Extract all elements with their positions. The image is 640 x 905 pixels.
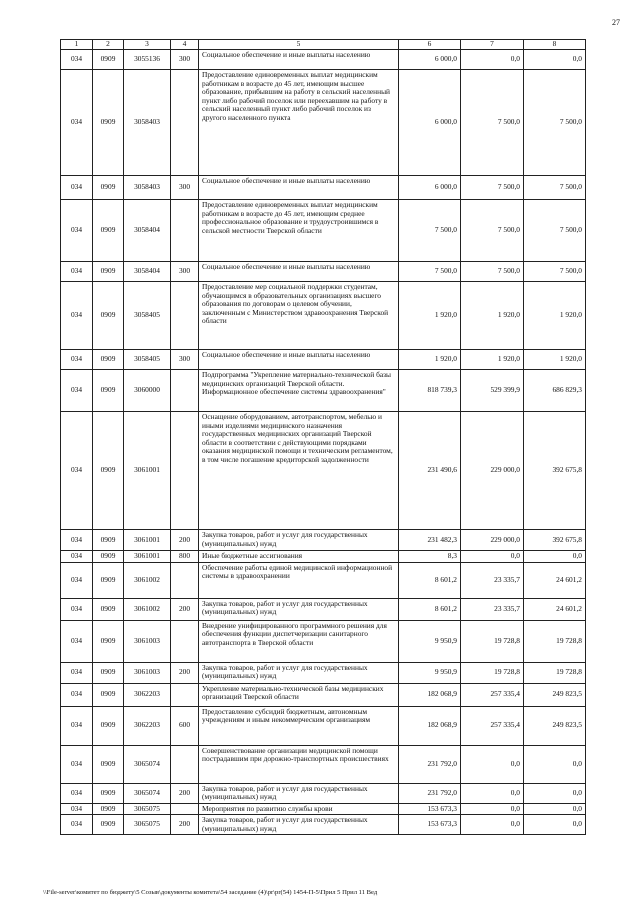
col-description: Предоставление единовременных выплат медицинским работникам в возрасте до 45 лет, имеющим высшее образование, прибывшим на работу в сельский населенный пункт либо рабочий поселок или переехавшим на работу в сельский населенный пункт либо рабочий поселок из другого населенного пункта [199,70,399,176]
column-header: 2 [93,40,124,50]
col-year-1: 231 792,0 [399,783,461,803]
col-year-3: 392 675,8 [524,530,586,551]
col-year-3: 7 500,0 [524,176,586,200]
col-target-article: 3061001 [124,551,171,563]
col-year-2: 0,0 [461,815,524,835]
col-year-3: 1 920,0 [524,282,586,350]
col-expense-type: 200 [171,530,199,551]
col-expense-type [171,745,199,783]
col-year-2: 7 500,0 [461,70,524,176]
col-ministry: 034 [61,262,93,282]
col-target-article: 3061001 [124,530,171,551]
col-description: Укрепление материально-технической базы медицинских организаций Тверской области [199,683,399,706]
col-target-article: 3058405 [124,350,171,370]
col-section: 0909 [93,598,124,620]
col-description: Закупка товаров, работ и услуг для государственных (муниципальных) нужд [199,530,399,551]
col-year-1: 153 673,3 [399,815,461,835]
col-target-article: 3061003 [124,620,171,662]
col-description: Предоставление единовременных выплат медицинским работникам в возрасте до 45 лет, имеющим среднее профессиональное образование и трудоустроившимся в сельской местности Тверской области [199,200,399,262]
col-target-article: 3065075 [124,815,171,835]
col-year-2: 19 728,8 [461,620,524,662]
col-target-article: 3065075 [124,803,171,815]
col-target-article: 3062203 [124,706,171,745]
col-section: 0909 [93,176,124,200]
column-header: 4 [171,40,199,50]
table-row [61,50,586,70]
col-ministry: 034 [61,50,93,70]
col-ministry: 034 [61,683,93,706]
col-year-1: 9 950,9 [399,662,461,683]
col-year-1: 7 500,0 [399,262,461,282]
col-year-1: 6 000,0 [399,50,461,70]
col-section: 0909 [93,551,124,563]
col-expense-type [171,803,199,815]
col-year-3: 0,0 [524,50,586,70]
col-year-1: 1 920,0 [399,350,461,370]
col-description: Внедрение унифицированного программного решения для обеспечения функции диспетчеризации санитарного автотранспорта в Тверской области [199,620,399,662]
col-target-article: 3055136 [124,50,171,70]
col-year-1: 1 920,0 [399,282,461,350]
col-description: Социальное обеспечение и иные выплаты населению [199,262,399,282]
col-section: 0909 [93,783,124,803]
col-expense-type: 200 [171,815,199,835]
col-expense-type [171,562,199,598]
col-year-2: 23 335,7 [461,562,524,598]
col-ministry: 034 [61,176,93,200]
col-section: 0909 [93,706,124,745]
col-year-2: 257 335,4 [461,706,524,745]
col-ministry: 034 [61,412,93,530]
col-year-1: 153 673,3 [399,803,461,815]
col-ministry: 034 [61,598,93,620]
table-row [61,562,586,598]
col-target-article: 3061003 [124,662,171,683]
column-header: 8 [524,40,586,50]
col-year-3: 392 675,8 [524,412,586,530]
col-expense-type: 300 [171,350,199,370]
table-row [61,745,586,783]
col-year-3: 24 601,2 [524,562,586,598]
table-row [61,370,586,412]
col-ministry: 034 [61,282,93,350]
table-row [61,683,586,706]
column-header: 1 [61,40,93,50]
col-description: Социальное обеспечение и иные выплаты населению [199,176,399,200]
col-expense-type: 600 [171,706,199,745]
col-target-article: 3058405 [124,282,171,350]
table-row [61,530,586,551]
table-row [61,282,586,350]
col-year-1: 231 490,6 [399,412,461,530]
col-ministry: 034 [61,350,93,370]
col-year-1: 818 739,3 [399,370,461,412]
column-header: 6 [399,40,461,50]
col-expense-type: 300 [171,176,199,200]
col-year-2: 1 920,0 [461,350,524,370]
col-year-2: 0,0 [461,745,524,783]
col-expense-type: 200 [171,598,199,620]
col-description: Социальное обеспечение и иные выплаты населению [199,350,399,370]
table-row [61,200,586,262]
col-year-3: 249 823,5 [524,683,586,706]
col-year-1: 231 792,0 [399,745,461,783]
page-number: 27 [612,18,620,27]
col-description: Обеспечение работы единой медицинской информационной системы в здравоохранении [199,562,399,598]
col-ministry: 034 [61,562,93,598]
col-description: Оснащение оборудованием, автотранспортом, мебелью и иными изделиями медицинского назначения государственных медицинских организаций Тверской области в соответствии с действующими порядками оказания медицинской помощи и техническим регламентом, в том числе погашение кредиторской задолженности [199,412,399,530]
col-description: Подпрограмма "Укрепление материально-технической базы медицинских организаций Тверской области. Информационное обеспечение системы здравоохранения" [199,370,399,412]
col-year-2: 0,0 [461,551,524,563]
table-row [61,70,586,176]
col-year-3: 249 823,5 [524,706,586,745]
table-row [61,551,586,563]
col-ministry: 034 [61,706,93,745]
col-section: 0909 [93,815,124,835]
col-year-2: 229 000,0 [461,530,524,551]
col-year-1: 9 950,9 [399,620,461,662]
col-section: 0909 [93,662,124,683]
col-target-article: 3062203 [124,683,171,706]
col-year-2: 0,0 [461,803,524,815]
col-year-3: 24 601,2 [524,598,586,620]
col-ministry: 034 [61,815,93,835]
col-year-2: 0,0 [461,783,524,803]
col-description: Социальное обеспечение и иные выплаты населению [199,50,399,70]
col-description: Мероприятия по развитию службы крови [199,803,399,815]
col-year-1: 6 000,0 [399,176,461,200]
col-expense-type: 800 [171,551,199,563]
col-target-article: 3061002 [124,562,171,598]
col-year-1: 7 500,0 [399,200,461,262]
col-ministry: 034 [61,551,93,563]
col-expense-type [171,412,199,530]
col-target-article: 3060000 [124,370,171,412]
col-description: Иные бюджетные ассигнования [199,551,399,563]
col-expense-type: 300 [171,262,199,282]
col-year-2: 229 000,0 [461,412,524,530]
table-row [61,598,586,620]
col-description: Закупка товаров, работ и услуг для государственных (муниципальных) нужд [199,662,399,683]
col-ministry: 034 [61,200,93,262]
col-ministry: 034 [61,783,93,803]
col-year-3: 0,0 [524,803,586,815]
col-year-2: 23 335,7 [461,598,524,620]
col-year-3: 7 500,0 [524,200,586,262]
col-expense-type [171,370,199,412]
col-section: 0909 [93,370,124,412]
col-expense-type [171,282,199,350]
col-section: 0909 [93,620,124,662]
col-section: 0909 [93,50,124,70]
col-year-3: 0,0 [524,745,586,783]
table-row [61,803,586,815]
col-description: Предоставление мер социальной поддержки студентам, обучающимся в образовательных организациях высшего образования по договорам о целевом обучении, заключенным с Министерством здравоохранения Тверской области [199,282,399,350]
col-year-1: 8,3 [399,551,461,563]
col-target-article: 3058403 [124,176,171,200]
col-description: Совершенствование организации медицинской помощи пострадавшим при дорожно-транспортных происшествиях [199,745,399,783]
col-ministry: 034 [61,70,93,176]
col-ministry: 034 [61,370,93,412]
col-year-3: 19 728,8 [524,662,586,683]
col-target-article: 3058404 [124,262,171,282]
col-section: 0909 [93,412,124,530]
col-year-2: 7 500,0 [461,200,524,262]
col-year-3: 7 500,0 [524,70,586,176]
col-year-3: 0,0 [524,551,586,563]
col-section: 0909 [93,262,124,282]
table-row [61,412,586,530]
col-year-1: 8 601,2 [399,562,461,598]
col-expense-type: 200 [171,662,199,683]
col-year-1: 6 000,0 [399,70,461,176]
col-description: Закупка товаров, работ и услуг для государственных (муниципальных) нужд [199,598,399,620]
col-year-3: 0,0 [524,783,586,803]
col-target-article: 3065074 [124,745,171,783]
col-section: 0909 [93,282,124,350]
table-row [61,176,586,200]
col-target-article: 3061002 [124,598,171,620]
col-year-2: 19 728,8 [461,662,524,683]
table-row [61,815,586,835]
col-year-1: 231 482,3 [399,530,461,551]
col-target-article: 3058404 [124,200,171,262]
col-year-2: 0,0 [461,50,524,70]
col-expense-type [171,683,199,706]
col-year-1: 182 068,9 [399,706,461,745]
col-expense-type [171,200,199,262]
header-row [61,40,586,50]
col-year-1: 8 601,2 [399,598,461,620]
table-row [61,350,586,370]
col-expense-type: 200 [171,783,199,803]
col-ministry: 034 [61,620,93,662]
col-target-article: 3058403 [124,70,171,176]
col-section: 0909 [93,70,124,176]
col-description: Закупка товаров, работ и услуг для государственных (муниципальных) нужд [199,815,399,835]
col-ministry: 034 [61,662,93,683]
col-year-3: 19 728,8 [524,620,586,662]
col-section: 0909 [93,683,124,706]
col-section: 0909 [93,803,124,815]
col-target-article: 3061001 [124,412,171,530]
col-ministry: 034 [61,803,93,815]
table-row [61,262,586,282]
col-expense-type: 300 [171,50,199,70]
col-description: Закупка товаров, работ и услуг для государственных (муниципальных) нужд [199,783,399,803]
table-row [61,620,586,662]
col-target-article: 3065074 [124,783,171,803]
column-header: 7 [461,40,524,50]
col-section: 0909 [93,200,124,262]
col-section: 0909 [93,350,124,370]
col-year-3: 0,0 [524,815,586,835]
col-expense-type [171,620,199,662]
col-year-1: 182 068,9 [399,683,461,706]
column-header: 5 [199,40,399,50]
col-year-3: 686 829,3 [524,370,586,412]
footer-file-path: \\File-server\комитет по бюджету\5 Созыв\документы комитета\54 заседание (4)\pr\pr(54) 1454-П-5\Прил 5 Прил 11 Вед [43,889,378,896]
col-ministry: 034 [61,530,93,551]
col-year-2: 529 399,9 [461,370,524,412]
col-ministry: 034 [61,745,93,783]
table-row [61,783,586,803]
col-year-3: 1 920,0 [524,350,586,370]
budget-table [60,39,586,835]
col-section: 0909 [93,530,124,551]
col-year-2: 257 335,4 [461,683,524,706]
col-section: 0909 [93,562,124,598]
col-expense-type [171,70,199,176]
table-row [61,662,586,683]
col-description: Предоставление субсидий бюджетным, автономным учреждениям и иным некоммерческим организациям [199,706,399,745]
col-year-2: 7 500,0 [461,176,524,200]
column-header: 3 [124,40,171,50]
col-year-3: 7 500,0 [524,262,586,282]
table-row [61,706,586,745]
col-year-2: 7 500,0 [461,262,524,282]
col-section: 0909 [93,745,124,783]
col-year-2: 1 920,0 [461,282,524,350]
